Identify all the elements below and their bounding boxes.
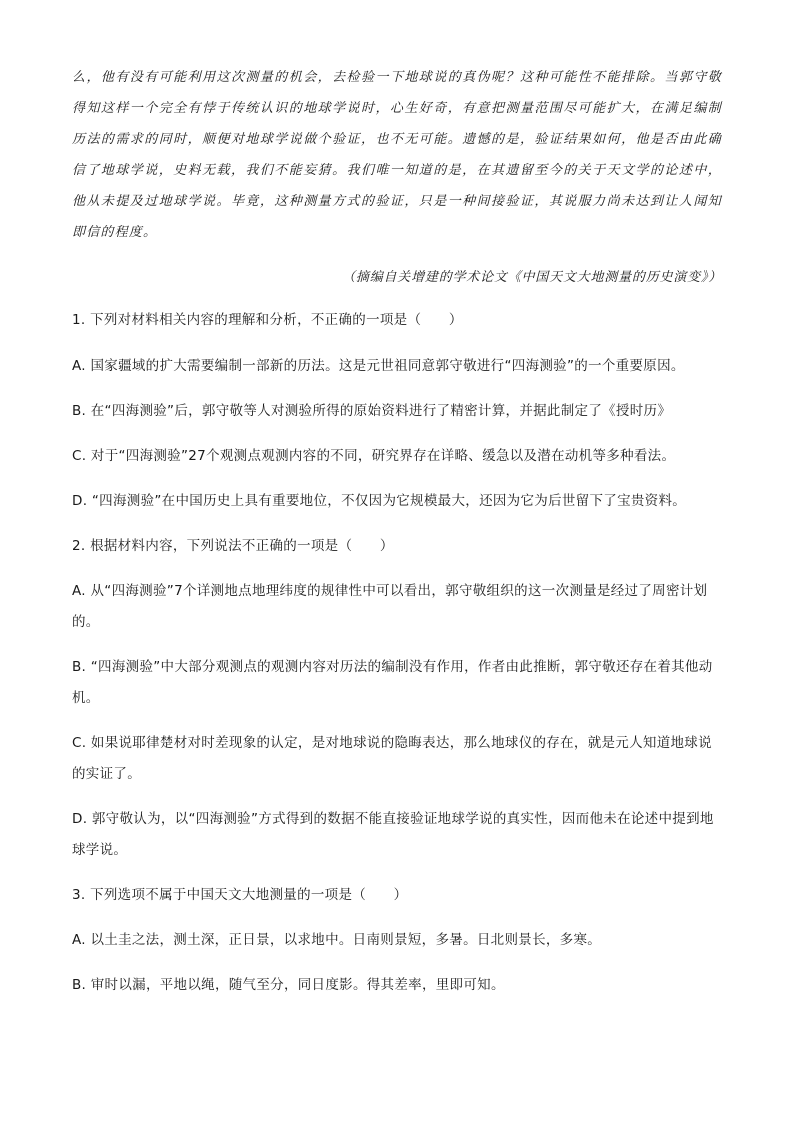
question-1-option-b: B. 在“四海测验”后，郭守敬等人对测验所得的原始资料进行了精密计算，并据此制定了《授时历》 — [72, 403, 672, 419]
question-2-option-a: A. 从“四海测验”7个详测地点地理纬度的规律性中可以看出，郭守敬组织的这一次测量是经过了周密计划的。 — [72, 583, 708, 630]
question-3-stem: 3. 下列选项不属于中国天文大地测量的一项是（ ） — [72, 887, 408, 903]
question-2-option-d: D. 郭守敬认为，以“四海测验”方式得到的数据不能直接验证地球学说的真实性，因而他未在论述中提到地球学说。 — [72, 811, 714, 858]
question-1-option-d: D. “四海测验”在中国历史上具有重要地位，不仅因为它规模最大，还因为它为后世留下了宝贵资料。 — [72, 493, 687, 509]
question-2-option-c: C. 如果说耶律楚材对时差现象的认定，是对地球说的隐晦表达，那么地球仪的存在，就是元人知道地球说的实证了。 — [72, 735, 712, 782]
question-1-stem: 1. 下列对材料相关内容的理解和分析，不正确的一项是（ ） — [72, 312, 463, 328]
passage-paragraph: 么，他有没有可能利用这次测量的机会，去检验一下地球说的真伪呢？这种可能性不能排除。当郭守敬得知这样一个完全有悖于传统认识的地球学说时，心生好奇，有意把测量范围尽可能扩大，在满足编制历法的需求的同时，顺便对地球学说做个验证，也不无可能。遗憾的是，验证结果如何，他是否由此确信了地球学说，史料无载，我们不能妄猜。我们唯一知道的是，在其遗留至今的关于天文学的论述中，他从未提及过地球学说。毕竟，这种测量方式的验证，只是一种间接验证，其说服力尚未达到让人闻知即信的程度。 — [72, 70, 722, 240]
question-2-option-b: B. “四海测验”中大部分观测点的观测内容对历法的编制没有作用，作者由此推断，郭守敬还存在着其他动机。 — [72, 659, 713, 706]
question-1-option-a: A. 国家疆域的扩大需要编制一部新的历法。这是元世祖同意郭守敬进行“四海测验”的一个重要原因。 — [72, 358, 685, 374]
question-1-option-c: C. 对于“四海测验”27个观测点观测内容的不同，研究界存在详略、缓急以及潜在动机等多种看法。 — [72, 448, 676, 464]
source-citation: （摘编自关增建的学术论文《中国天文大地测量的历史演变》） — [342, 270, 722, 285]
question-2-stem: 2. 根据材料内容，下列说法不正确的一项是（ ） — [72, 538, 394, 554]
question-3-option-b: B. 审时以漏，平地以绳，随气至分，同日度影。得其差率，里即可知。 — [72, 977, 505, 993]
question-3-option-a: A. 以土圭之法，测土深，正日景，以求地中。日南则景短，多暑。日北则景长，多寒。 — [72, 932, 602, 948]
